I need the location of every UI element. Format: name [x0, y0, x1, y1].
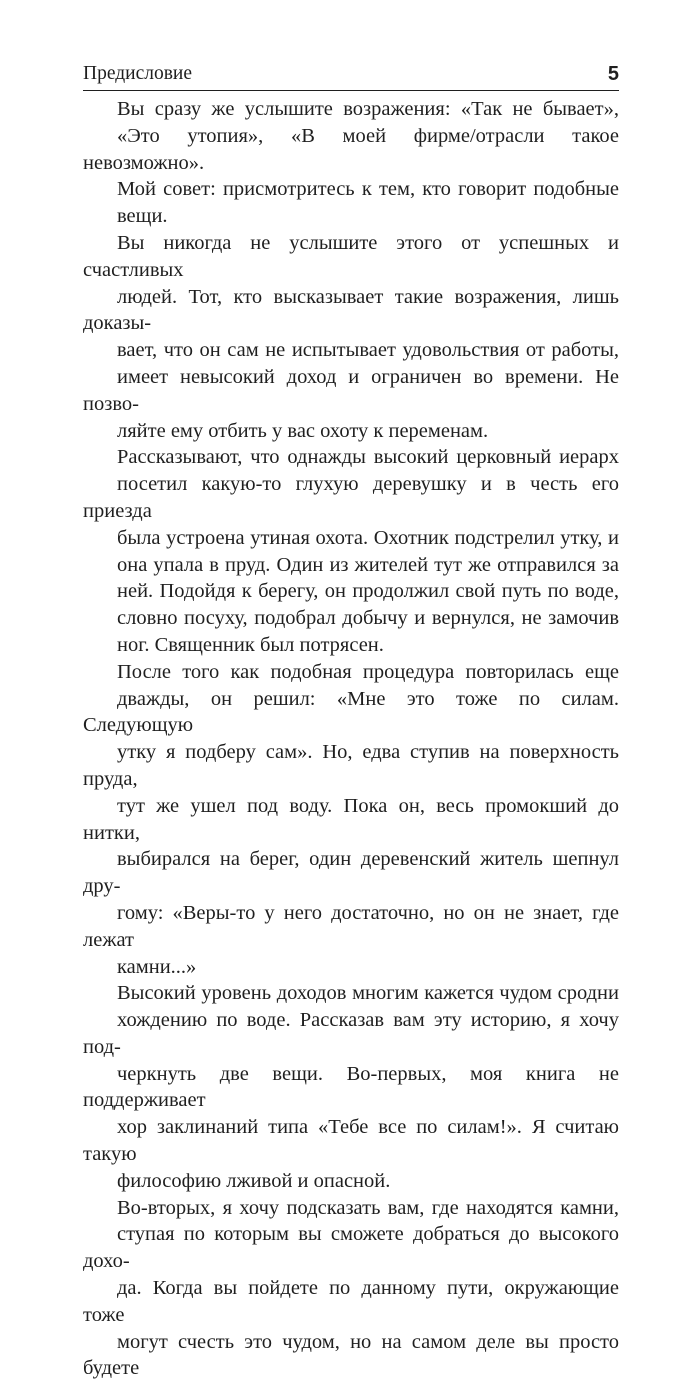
text-line: тут же ушел под воду. Пока он, весь промокший до нитки,: [83, 794, 619, 844]
text-line: посетил какую-то глухую деревушку и в честь его приезда: [83, 473, 619, 522]
text-line: вещи.: [117, 205, 168, 228]
text-line: хождению по воде. Рассказав вам эту историю, я хочу под-: [83, 1009, 619, 1058]
text-line: гому: «Веры-то у него достаточно, но он не знает, где лежат: [83, 901, 619, 951]
page-number: 5: [607, 63, 619, 85]
text-line: ступая по которым вы сможете добраться до высокого дохо-: [83, 1223, 619, 1273]
body-text: [83, 96, 619, 1382]
text-line: Вы никогда не услышите этого от успешных и счастливых: [83, 231, 619, 281]
text-line: имеет невысокий доход и ограничен во времени. Не позво-: [83, 365, 619, 415]
text-line: она упала в пруд. Один из жителей тут же отправился за: [117, 553, 619, 576]
text-line: выбирался на берег, один деревенский житель шепнул дру-: [83, 848, 619, 898]
paragraph-4: [83, 659, 619, 981]
paragraph-6: [83, 1195, 619, 1382]
text-line: «Это утопия», «В моей фирме/отрасли такое невозможно».: [83, 124, 619, 174]
text-line: вает, что он сам не испытывает удовольствия от работы,: [117, 339, 619, 362]
text-line: дважды, он решил: «Мне это тоже по силам. Следующую: [83, 687, 619, 737]
text-line: хор заклинаний типа «Тебе все по силам!». Я считаю такую: [83, 1116, 619, 1166]
section-title: Предисловие: [83, 63, 193, 84]
text-line: Во-вторых, я хочу подсказать вам, где находятся камни,: [117, 1196, 619, 1219]
text-line: камни...»: [117, 955, 197, 978]
text-line: словно посуху, подобрал добычу и вернулся, не замочив: [117, 607, 619, 630]
text-line: Вы сразу же услышите возражения: «Так не бывает»,: [117, 98, 619, 120]
text-line: утку я подберу сам». Но, едва ступив на поверхность пруда,: [83, 741, 619, 790]
text-line: ног. Священник был потрясен.: [117, 633, 384, 656]
paragraph-3: [83, 444, 619, 658]
running-head: [83, 62, 619, 86]
text-line: да. Когда вы пойдете по данному пути, окружающие тоже: [83, 1277, 619, 1326]
text-line: После того как подобная процедура повторилась еще: [117, 660, 619, 683]
text-line: ляйте ему отбить у вас охоту к переменам.: [117, 419, 489, 442]
text-line: Мой совет: присмотритесь к тем, кто говорит подобные: [117, 178, 619, 201]
paragraph-1: [83, 96, 619, 230]
text-line: философию лживой и опасной.: [117, 1169, 391, 1192]
text-line: Рассказывают, что однажды высокий церковный иерарх: [117, 446, 619, 469]
paragraph-2: [83, 230, 619, 444]
text-line: могут счесть это чудом, но на самом деле вы просто будете: [83, 1330, 619, 1380]
text-line: была устроена утиная охота. Охотник подстрелил утку, и: [117, 526, 619, 549]
header-rule: [83, 90, 619, 91]
text-line: ней. Подойдя к берегу, он продолжил свой путь по воде,: [117, 580, 619, 603]
paragraph-5: [83, 980, 619, 1194]
text-line: Высокий уровень доходов многим кажется чудом сродни: [117, 982, 619, 1005]
text-line: людей. Тот, кто высказывает такие возражения, лишь доказы-: [83, 285, 619, 335]
text-line: черкнуть две вещи. Во-первых, моя книга не поддерживает: [83, 1062, 619, 1112]
